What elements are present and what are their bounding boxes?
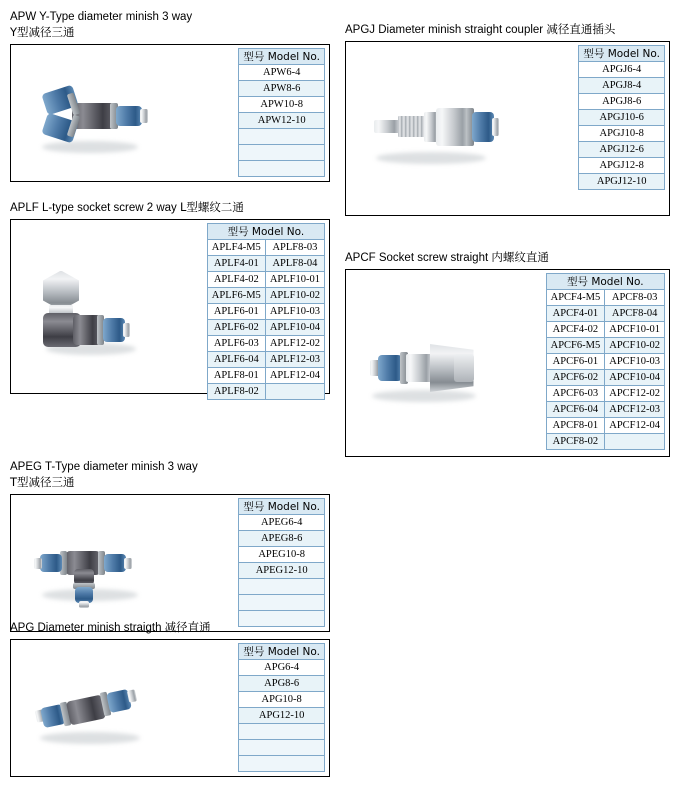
table-row [207, 336, 324, 352]
table-row [546, 402, 664, 418]
model-table-apeg [238, 498, 325, 627]
product-image-apw [11, 45, 166, 181]
table-row [239, 531, 325, 547]
model-cell: APG6-4 [239, 660, 325, 676]
model-cell: APCF6-04 [546, 402, 605, 418]
model-cell: APGJ8-4 [579, 78, 665, 94]
product-title-apw [10, 10, 330, 41]
product-image-apg [11, 640, 166, 776]
table-row [546, 338, 664, 354]
table-row [546, 290, 664, 306]
table-row [239, 145, 325, 161]
table-row [579, 110, 665, 126]
table-row [207, 240, 324, 256]
model-cell: APW10-8 [239, 97, 325, 113]
product-block-apcf [345, 250, 670, 457]
product-title-en: APGJ Diameter minish straight coupler [345, 24, 544, 36]
model-cell: APLF8-04 [265, 256, 324, 272]
model-cell: APW8-6 [239, 81, 325, 97]
model-cell: APCF12-03 [605, 402, 665, 418]
product-title-en: APCF Socket screw straight [345, 252, 489, 264]
model-cell [239, 740, 325, 756]
table-row [579, 62, 665, 78]
model-cell: APEG6-4 [239, 515, 325, 531]
product-block-aplf [10, 200, 330, 397]
model-cell: APLF8-01 [207, 368, 265, 384]
model-cell: APCF6-M5 [546, 338, 605, 354]
table-row [579, 126, 665, 142]
model-cell: APLF6-01 [207, 304, 265, 320]
table-row [239, 129, 325, 145]
table-row [239, 595, 325, 611]
table-row [207, 288, 324, 304]
table-row [546, 306, 664, 322]
model-cell: APW12-10 [239, 113, 325, 129]
model-cell: APLF10-03 [265, 304, 324, 320]
product-block-apgj [345, 22, 670, 216]
model-cell: APEG8-6 [239, 531, 325, 547]
model-cell: APGJ12-6 [579, 142, 665, 158]
table-row [207, 256, 324, 272]
table-row [239, 676, 325, 692]
model-table-header: 型号 Model No. [239, 644, 325, 660]
model-cell: APLF6-03 [207, 336, 265, 352]
product-title-apeg [10, 460, 330, 491]
product-table-cell-apcf [501, 270, 669, 456]
model-cell: APLF10-04 [265, 320, 324, 336]
model-cell: APLF6-04 [207, 352, 265, 368]
product-title-apgj [345, 22, 670, 38]
model-cell: APLF4-02 [207, 272, 265, 288]
model-cell: APLF4-01 [207, 256, 265, 272]
table-row [207, 272, 324, 288]
table-row [546, 322, 664, 338]
model-cell: APGJ10-6 [579, 110, 665, 126]
product-title-cn: 内螺纹直通 [491, 250, 549, 264]
table-row [207, 320, 324, 336]
model-cell: APCF8-03 [605, 290, 665, 306]
model-cell: APEG12-10 [239, 563, 325, 579]
model-cell: APLF12-04 [265, 368, 324, 384]
product-title-en: APEG T-Type diameter minish 3 way [10, 461, 198, 473]
table-row [239, 547, 325, 563]
model-cell: APEG10-8 [239, 547, 325, 563]
table-row [239, 579, 325, 595]
product-title-cn: L型螺纹二通 [180, 200, 244, 214]
model-cell: APGJ8-6 [579, 94, 665, 110]
model-cell [239, 579, 325, 595]
table-row [546, 354, 664, 370]
table-row [239, 692, 325, 708]
model-table-header: 型号 Model No. [207, 224, 324, 240]
product-panel-apw [10, 44, 330, 182]
product-image-apeg [11, 495, 166, 631]
model-cell: APLF10-02 [265, 288, 324, 304]
model-cell [239, 161, 325, 177]
table-row [239, 113, 325, 129]
model-cell: APCF10-01 [605, 322, 665, 338]
table-row [239, 81, 325, 97]
product-table-cell-apg [166, 640, 329, 776]
model-cell: APCF10-04 [605, 370, 665, 386]
product-image-apcf [346, 270, 501, 456]
product-title-cn: T型减径三通 [10, 475, 75, 489]
model-cell [239, 595, 325, 611]
model-cell [239, 724, 325, 740]
model-cell: APCF10-03 [605, 354, 665, 370]
product-title-en: APLF L-type socket screw 2 way [10, 202, 177, 214]
table-row [239, 708, 325, 724]
model-table-header: 型号 Model No. [239, 499, 325, 515]
table-row [207, 384, 324, 400]
product-table-cell-apgj [516, 42, 669, 215]
table-row [239, 724, 325, 740]
model-cell: APCF6-02 [546, 370, 605, 386]
model-cell: APCF8-02 [546, 434, 605, 450]
table-row [579, 158, 665, 174]
table-row [207, 352, 324, 368]
product-block-apg [10, 620, 330, 777]
model-cell: APLF8-03 [265, 240, 324, 256]
product-panel-apcf [345, 269, 670, 457]
model-cell: APG10-8 [239, 692, 325, 708]
product-table-cell-apeg [166, 495, 329, 631]
model-cell [265, 384, 324, 400]
table-row [207, 304, 324, 320]
product-panel-apg [10, 639, 330, 777]
model-cell: APCF6-03 [546, 386, 605, 402]
model-cell: APGJ10-8 [579, 126, 665, 142]
model-cell: APCF12-04 [605, 418, 665, 434]
model-table-header: 型号 Model No. [239, 49, 325, 65]
table-row [546, 370, 664, 386]
model-table-apg [238, 643, 325, 772]
model-cell: APCF10-02 [605, 338, 665, 354]
model-cell: APG8-6 [239, 676, 325, 692]
model-cell [239, 145, 325, 161]
table-row [239, 161, 325, 177]
model-cell: APGJ12-8 [579, 158, 665, 174]
table-row [546, 386, 664, 402]
product-title-cn: 减径直通 [164, 620, 211, 634]
table-row [239, 740, 325, 756]
product-block-apeg [10, 460, 330, 632]
product-panel-apgj [345, 41, 670, 216]
model-table-header: 型号 Model No. [546, 274, 664, 290]
product-title-apcf [345, 250, 670, 266]
table-row [579, 78, 665, 94]
table-row [579, 142, 665, 158]
model-cell: APGJ12-10 [579, 174, 665, 190]
table-row [579, 94, 665, 110]
model-cell: APLF6-M5 [207, 288, 265, 304]
model-cell: APLF6-02 [207, 320, 265, 336]
model-cell: APCF12-02 [605, 386, 665, 402]
product-title-cn: 减径直通插头 [546, 22, 616, 36]
model-cell [239, 756, 325, 772]
model-cell: APCF4-02 [546, 322, 605, 338]
product-title-apg [10, 620, 330, 636]
product-title-en: APG Diameter minish straigth [10, 622, 162, 634]
product-table-cell-aplf [161, 220, 329, 397]
product-image-aplf [11, 220, 161, 393]
model-cell: APCF4-01 [546, 306, 605, 322]
product-title-cn: Y型减径三通 [10, 25, 75, 39]
model-cell: APCF6-01 [546, 354, 605, 370]
product-image-apgj [346, 42, 516, 215]
model-cell: APCF8-04 [605, 306, 665, 322]
table-row [546, 434, 664, 450]
model-cell [605, 434, 665, 450]
table-row [239, 660, 325, 676]
product-block-apw [10, 10, 330, 182]
table-row [546, 418, 664, 434]
model-table-header: 型号 Model No. [579, 46, 665, 62]
table-row [239, 65, 325, 81]
model-cell: APG12-10 [239, 708, 325, 724]
product-title-aplf [10, 200, 330, 216]
model-table-apcf [546, 273, 665, 450]
model-cell [239, 129, 325, 145]
product-panel-aplf [10, 219, 330, 397]
table-row [239, 563, 325, 579]
model-table-aplf [207, 223, 325, 400]
table-row [239, 97, 325, 113]
model-table-apw [238, 48, 325, 177]
model-cell: APCF8-01 [546, 418, 605, 434]
product-title-en: APW Y-Type diameter minish 3 way [10, 11, 193, 23]
model-cell: APCF4-M5 [546, 290, 605, 306]
product-table-cell-apw [166, 45, 329, 181]
product-panel-apeg [10, 494, 330, 632]
model-cell: APLF10-01 [265, 272, 324, 288]
table-row [239, 756, 325, 772]
table-row [207, 368, 324, 384]
model-cell: APW6-4 [239, 65, 325, 81]
model-cell: APLF12-02 [265, 336, 324, 352]
model-cell: APLF8-02 [207, 384, 265, 400]
model-cell: APGJ6-4 [579, 62, 665, 78]
table-row [239, 515, 325, 531]
table-row [579, 174, 665, 190]
model-cell: APLF12-03 [265, 352, 324, 368]
model-cell: APLF4-M5 [207, 240, 265, 256]
model-table-apgj [578, 45, 665, 190]
